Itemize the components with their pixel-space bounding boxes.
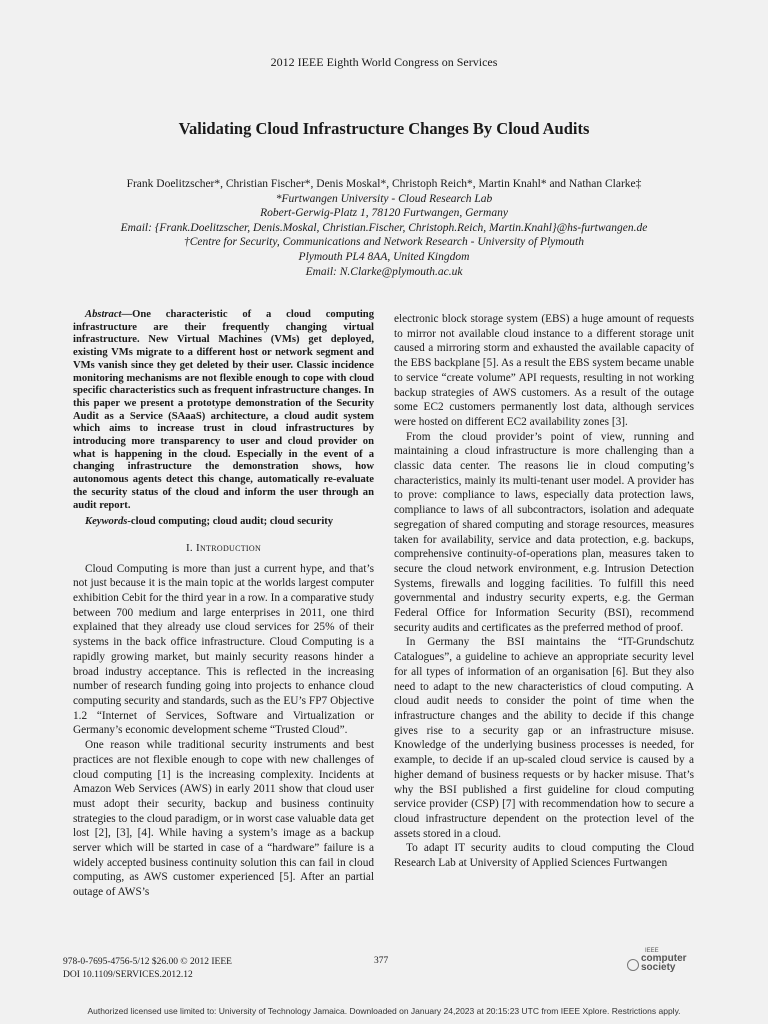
computer-society-logo bbox=[625, 948, 695, 978]
conference-name: 2012 IEEE Eighth World Congress on Services bbox=[270, 55, 498, 69]
logo-line-1: computer bbox=[641, 953, 687, 964]
paragraph: From the cloud provider’s point of view, running and maintaining a cloud infrastructure is more challenging than a classic data center. The reasons lie in cloud computing’s characteristics, mainly its multi-tenant user model. A provider has to prove: compliance to laws, especially data protection laws, compliance to laws of all subcontractors, isolation and adequate segregation of shared computing and storage resources, measures taken for availability, service and data protection, e.g. backups, comprehensive continuity-of-operations plan, measures taken to secure the cloud network environment, e.g. Intrusion Detection Systems, firewalls and logging facilities. To fulfill this need governmental and industry security experts, e.g. the German Federal Office for Information Security (BSI), recommend security audits and certificates as the preferred method of proof. bbox=[394, 430, 694, 634]
keywords-label: Keywords bbox=[85, 516, 128, 528]
abstract-label: Abstract bbox=[85, 309, 122, 320]
keywords bbox=[73, 516, 374, 529]
email-2: Email: N.Clarke@plymouth.ac.uk bbox=[305, 265, 463, 278]
author-names: Frank Doelitzscher*, Christian Fischer*, Denis Moskal*, Christoph Reich*, Martin Knahl* and Nathan Clarke‡ bbox=[126, 178, 642, 190]
doi-line: DOI 10.1109/SERVICES.2012.12 bbox=[63, 969, 193, 980]
isbn-line: 978-0-7695-4756-5/12 $26.00 © 2012 IEEE bbox=[63, 957, 232, 967]
author-block bbox=[0, 177, 768, 279]
authorized-use-notice: Authorized licensed use limited to: University of Technology Jamaica. Downloaded on January 24,2023 at 20:15:23 UTC from IEEE Xplore. Restrictions apply. bbox=[87, 1006, 681, 1016]
paragraph: To adapt IT security audits to cloud computing the Cloud Research Lab at University of Applied Sciences Furtwangen bbox=[394, 842, 694, 870]
logo-line-2: society bbox=[641, 962, 676, 973]
paragraph: electronic block storage system (EBS) a huge amount of requests to mirror not available cloud instance to a different storage unit caused a mirroring storm and exhausted the available capacity of the EBS backplane [5]. As a result the EBS system became unable to service “create volume” API requests, resulting in not working backup strategies of AWS customers. As a result of the outage some EC2 customers permanently lost data, although services were hosted on different EC2 availability zones [3]. bbox=[394, 313, 694, 428]
left-column bbox=[73, 309, 374, 900]
keywords-text: -cloud computing; cloud audit; cloud security bbox=[127, 516, 334, 528]
abstract bbox=[73, 309, 374, 512]
paper-title: Validating Cloud Infrastructure Changes By Cloud Audits bbox=[178, 119, 590, 138]
paragraph: One reason while traditional security instruments and best practices are not flexible enough to cope with new challenges of cloud computing [1] is the increasing complexity. Incidents at Amazon Web Services (AWS) in early 2011 show that cloud user must adopt their security, backup and business continuity strategies to the cloud paradigm, or in worst case valuable data get lost [2], [3], [4]. While having a system’s image as a backup server which will be started in case of a “hardware” failure is a widely accepted business continuity solution this can fail in cloud computing, as AWS customer experienced [5]. After an partial outage of AWS’s bbox=[73, 739, 374, 899]
section-heading-introduction bbox=[73, 541, 374, 556]
logo-wordmark bbox=[641, 954, 687, 972]
address-2: Plymouth PL4 8AA, United Kingdom bbox=[298, 250, 470, 263]
section-title: Introduction bbox=[196, 541, 262, 554]
paragraph: In Germany the BSI maintains the “IT-Grundschutz Catalogues”, a guideline to achieve an appropriate security level for all types of information of an organisation [6]. But they also need to adapt to the new characteristics of cloud computing. A cloud audit needs to consider the point of time when the infrastructure changes and the ability to decide if this change gives rise to a security gap or an infrastructure misuse. Knowledge of the underlying business processes is needed, for example, to decide if an up-scaled cloud service is caused by a higher demand of business requests or by hacker misuse. That’s why the BSI published a first guideline for cloud computing service provider (CSP) [7] with recommendation how to secure a cloud infrastructure dependent on the protection level of the assets stored in a cloud. bbox=[394, 636, 694, 840]
footer-identifiers bbox=[63, 956, 232, 981]
right-column bbox=[394, 312, 694, 871]
logo-ieee-text: IEEE bbox=[645, 948, 659, 954]
globe-icon bbox=[627, 959, 639, 971]
affiliation-1: *Furtwangen University - Cloud Research Lab bbox=[275, 192, 493, 205]
address-1: Robert-Gerwig-Platz 1, 78120 Furtwangen, Germany bbox=[260, 207, 508, 220]
abstract-text: —One characteristic of a cloud computing infrastructure are their frequently changing virtual infrastructure. New Virtual Machines (VMs) get deployed, existing VMs migrate to a different host or network segment and VMs vanish since they get deleted by their user. Classic incidence monitoring mechanisms are not flexible enough to cope with cloud specific characteristics such as frequent infrastructure changes. In this paper we present a prototype demonstration of the Security Audit as a Service (SAaaS) architecture, a cloud audit system which aims to increase trust in cloud infrastructures by introducing more transparency to user and cloud provider on what is happening in the cloud. Especially in the event of a changing infrastructure the demonstration shows, how autonomous agents detect this change, automatically re-evaluate the security status of the cloud and inform the user through an audit report. bbox=[73, 309, 374, 511]
page-number: 377 bbox=[374, 956, 389, 966]
affiliation-2: †Centre for Security, Communications and Network Research - University of Plymouth bbox=[184, 236, 584, 249]
section-number: I. bbox=[185, 541, 197, 554]
email-1: Email: {Frank.Doelitzscher, Denis.Moskal, Christian.Fischer, Christoph.Reich, Martin.Knahl}@hs-furtwangen.de bbox=[120, 221, 648, 234]
paragraph: Cloud Computing is more than just a current hype, and that’s not just because it is the main topic at the worlds largest computer exhibition Cebit for the third year in a row. In a comparative study between 700 medium and large enterprises in 2011, one third explained that they already use cloud services for 25% of their systems in the back office infrastructure. Cloud Computing is a rapidly growing market, but mainly security reasons hinder a broad industry acceptance. This is reflected in the increasing number of research funding going into projects to enhance cloud computing security and standards, such as the EU’s FP7 Objective 1.2 “Internet of Services, Software and Virtualization or Germany’s economic development scheme “Trusted Cloud”. bbox=[73, 562, 374, 737]
